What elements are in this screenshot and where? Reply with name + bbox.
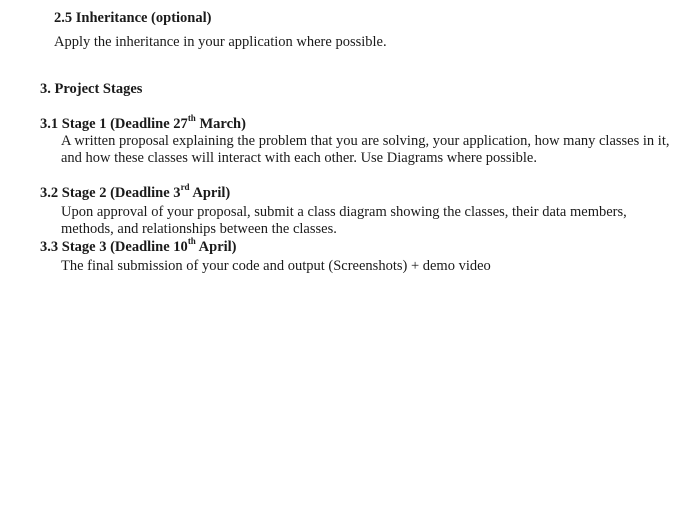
section-2-5-body: Apply the inheritance in your application where possible. [54, 34, 387, 50]
stage-1-title-prefix: Stage 1 (Deadline 27 [61, 116, 188, 132]
stage-2-line-2: methods, and relationships between the classes. [61, 221, 337, 237]
stage-3-title-suffix: April) [195, 239, 237, 255]
stage-1-line-1: A written proposal explaining the problem that you are solving, your application, how many classes in it, [61, 133, 670, 149]
stage-1-title-suffix: March) [195, 116, 246, 132]
stage-3-number: 3.3 [40, 239, 59, 255]
stage-2-number: 3.2 [40, 185, 59, 201]
stage-2-title-sup: rd [180, 182, 190, 193]
stage-1-heading [40, 113, 246, 133]
stage-3-title-prefix: Stage 3 (Deadline 10 [61, 239, 188, 255]
stage-1-title-sup: th [187, 113, 196, 124]
stage-3-heading [40, 236, 237, 256]
stage-2-heading [40, 182, 231, 202]
stage-3-title-sup: th [187, 236, 196, 247]
stage-2-title-suffix: April) [189, 185, 231, 201]
section-3-heading: 3. Project Stages [40, 81, 143, 97]
stage-1-line-2: and how these classes will interact with each other. Use Diagrams where possible. [61, 150, 537, 166]
stage-1-number: 3.1 [40, 116, 59, 132]
stage-2-line-1: Upon approval of your proposal, submit a class diagram showing the classes, their data members, [61, 204, 627, 220]
stage-2-title-prefix: Stage 2 (Deadline 3 [61, 185, 181, 201]
section-2-5-heading: 2.5 Inheritance (optional) [54, 10, 212, 26]
stage-3-line-1: The final submission of your code and output (Screenshots) + demo video [61, 258, 491, 274]
